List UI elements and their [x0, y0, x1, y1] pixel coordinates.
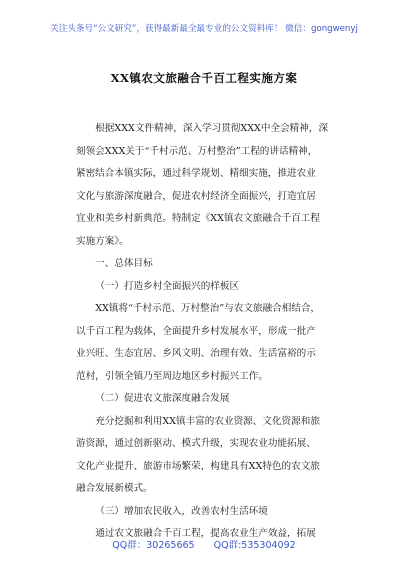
subsection-heading: （二）促进农文旅深度融合发展: [95, 393, 230, 404]
text-line: 通过农文旅融合千百工程，提高农业生产效益，拓展: [95, 528, 316, 539]
text-line: 宜业和美乡村新典范。特制定《XX镇农文旅融合千百工程: [76, 213, 320, 224]
text-line: XX镇将“千村示范、万村整治”与农文旅融合相结合，: [95, 303, 321, 314]
text-line: 刻领会XXX关于“千村示范、万村整治”工程的讲话精神，: [76, 145, 318, 157]
text-line: 游资源，通过创新驱动、模式升级，实现农业功能拓展、: [76, 438, 316, 449]
subsection-heading: （三）增加农民收入，改善农村生活环境: [95, 505, 268, 517]
page-footer: [0, 537, 408, 551]
qq-group-number-2: QQ群:535304092: [213, 540, 296, 551]
document-title: XX镇农文旅融合千百工程实施方案: [110, 71, 298, 85]
page-header-banner: 关注头条号“公文研究”，获得最新最全最专业的公文资料库！ 微信：gongwenyj: [50, 24, 358, 34]
text-line: 以千百工程为载体，全面提升乡村发展水平，形成一批产: [76, 325, 316, 337]
subsection-heading: （一）打造乡村全面振兴的样板区: [95, 280, 240, 292]
subsection-paragraph: [76, 298, 338, 388]
text-line: 实施方案》。: [76, 235, 129, 247]
text-line: 业兴旺、生态宜居、乡风文明、治理有效、生活富裕的示: [76, 348, 316, 359]
subsection-paragraph: [76, 411, 338, 501]
text-line: 文化产业提升、旅游市场繁荣，构建具有XX特色的农文旅: [76, 460, 320, 472]
text-line: 根据XXX文件精神，深入学习贯彻XXX中全会精神，深: [95, 123, 329, 134]
section-heading: 一、总体目标: [95, 258, 153, 269]
qq-group-number-1: QQ群：30265665: [112, 540, 195, 551]
text-line: 融合发展新模式。: [76, 483, 153, 494]
text-line: 紧密结合本镇实际，通过科学规划、精细实施，推进农业: [76, 168, 316, 179]
intro-paragraph: [76, 118, 338, 253]
text-line: 文化与旅游深度融合，促进农村经济全面振兴，打造宜居: [76, 190, 316, 202]
text-line: 范村，引领全镇乃至周边地区乡村振兴工作。: [76, 370, 268, 382]
text-line: 充分挖掘和利用XX镇丰富的农业资源、文化资源和旅: [95, 415, 320, 427]
document-body: [76, 118, 338, 546]
